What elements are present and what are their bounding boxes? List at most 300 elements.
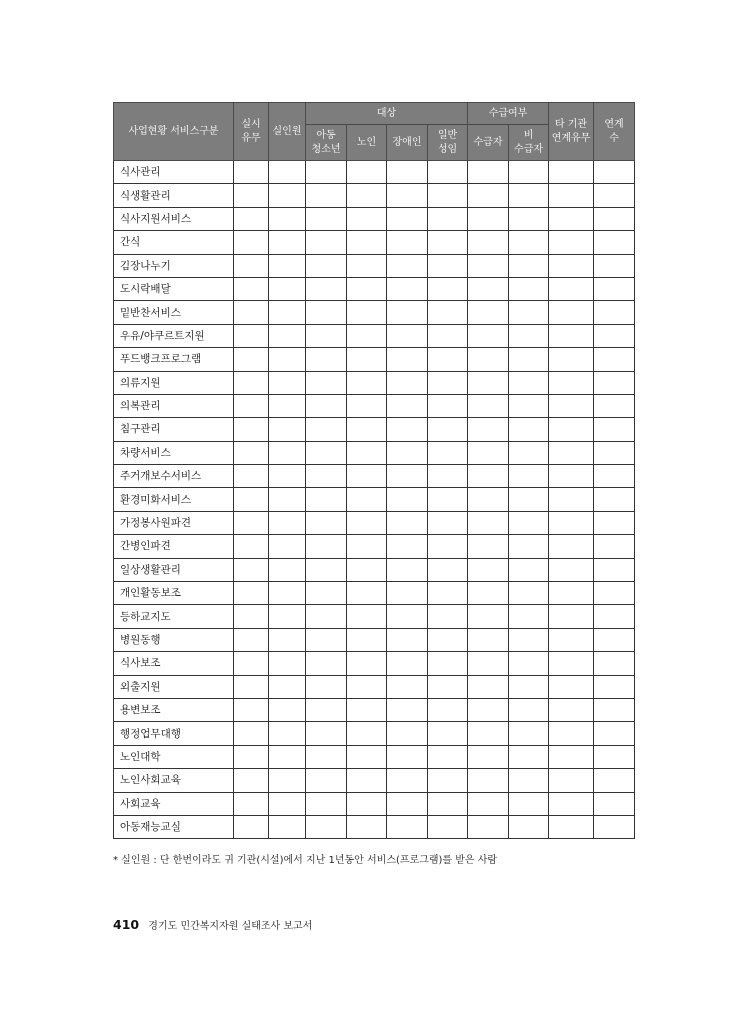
answer-cell[interactable] [387, 815, 428, 838]
answer-cell[interactable] [387, 535, 428, 558]
answer-cell[interactable] [306, 675, 347, 698]
answer-cell[interactable] [594, 301, 635, 324]
answer-cell[interactable] [306, 348, 347, 371]
answer-cell[interactable] [468, 722, 509, 745]
answer-cell[interactable] [549, 394, 594, 417]
answer-cell[interactable] [306, 815, 347, 838]
answer-cell[interactable] [234, 582, 269, 605]
answer-cell[interactable] [269, 558, 306, 581]
answer-cell[interactable] [234, 324, 269, 347]
answer-cell[interactable] [306, 184, 347, 207]
answer-cell[interactable] [549, 441, 594, 464]
answer-cell[interactable] [269, 371, 306, 394]
answer-cell[interactable] [234, 394, 269, 417]
answer-cell[interactable] [269, 277, 306, 300]
answer-cell[interactable] [234, 769, 269, 792]
answer-cell[interactable] [269, 488, 306, 511]
answer-cell[interactable] [347, 488, 387, 511]
answer-cell[interactable] [347, 394, 387, 417]
answer-cell[interactable] [549, 465, 594, 488]
answer-cell[interactable] [234, 745, 269, 768]
answer-cell[interactable] [347, 254, 387, 277]
answer-cell[interactable] [306, 535, 347, 558]
answer-cell[interactable] [234, 254, 269, 277]
answer-cell[interactable] [387, 605, 428, 628]
answer-cell[interactable] [387, 698, 428, 721]
answer-cell[interactable] [347, 465, 387, 488]
answer-cell[interactable] [347, 652, 387, 675]
answer-cell[interactable] [428, 698, 468, 721]
answer-cell[interactable] [594, 254, 635, 277]
answer-cell[interactable] [549, 722, 594, 745]
answer-cell[interactable] [428, 722, 468, 745]
answer-cell[interactable] [306, 769, 347, 792]
answer-cell[interactable] [234, 652, 269, 675]
answer-cell[interactable] [549, 535, 594, 558]
answer-cell[interactable] [428, 418, 468, 441]
answer-cell[interactable] [269, 184, 306, 207]
answer-cell[interactable] [594, 394, 635, 417]
answer-cell[interactable] [387, 418, 428, 441]
answer-cell[interactable] [387, 792, 428, 815]
answer-cell[interactable] [594, 769, 635, 792]
answer-cell[interactable] [387, 628, 428, 651]
answer-cell[interactable] [509, 161, 549, 184]
answer-cell[interactable] [347, 348, 387, 371]
answer-cell[interactable] [387, 394, 428, 417]
table-row [114, 184, 635, 207]
answer-cell[interactable] [549, 277, 594, 300]
answer-cell[interactable] [387, 161, 428, 184]
answer-cell[interactable] [306, 161, 347, 184]
answer-cell[interactable] [347, 628, 387, 651]
answer-cell[interactable] [468, 511, 509, 534]
answer-cell[interactable] [387, 488, 428, 511]
answer-cell[interactable] [509, 628, 549, 651]
answer-cell[interactable] [306, 652, 347, 675]
answer-cell[interactable] [306, 371, 347, 394]
answer-cell[interactable] [594, 722, 635, 745]
answer-cell[interactable] [468, 605, 509, 628]
answer-cell[interactable] [509, 558, 549, 581]
table-row [114, 511, 635, 534]
answer-cell[interactable] [428, 465, 468, 488]
answer-cell[interactable] [347, 161, 387, 184]
answer-cell[interactable] [549, 582, 594, 605]
answer-cell[interactable] [594, 441, 635, 464]
answer-cell[interactable] [509, 488, 549, 511]
answer-cell[interactable] [549, 511, 594, 534]
service-name-cell: 아동재능교실 [114, 815, 234, 838]
answer-cell[interactable] [428, 324, 468, 347]
answer-cell[interactable] [306, 558, 347, 581]
answer-cell[interactable] [428, 488, 468, 511]
answer-cell[interactable] [594, 698, 635, 721]
answer-cell[interactable] [549, 231, 594, 254]
answer-cell[interactable] [594, 277, 635, 300]
answer-cell[interactable] [269, 324, 306, 347]
answer-cell[interactable] [509, 301, 549, 324]
answer-cell[interactable] [234, 792, 269, 815]
answer-cell[interactable] [594, 745, 635, 768]
answer-cell[interactable] [306, 301, 347, 324]
answer-cell[interactable] [468, 815, 509, 838]
answer-cell[interactable] [387, 511, 428, 534]
answer-cell[interactable] [234, 722, 269, 745]
answer-cell[interactable] [509, 184, 549, 207]
answer-cell[interactable] [509, 675, 549, 698]
answer-cell[interactable] [549, 745, 594, 768]
answer-cell[interactable] [428, 769, 468, 792]
answer-cell[interactable] [347, 535, 387, 558]
answer-cell[interactable] [468, 535, 509, 558]
answer-cell[interactable] [387, 277, 428, 300]
answer-cell[interactable] [549, 815, 594, 838]
answer-cell[interactable] [549, 348, 594, 371]
answer-cell[interactable] [468, 465, 509, 488]
answer-cell[interactable] [269, 418, 306, 441]
answer-cell[interactable] [428, 231, 468, 254]
answer-cell[interactable] [594, 558, 635, 581]
answer-cell[interactable] [549, 769, 594, 792]
answer-cell[interactable] [468, 324, 509, 347]
answer-cell[interactable] [306, 324, 347, 347]
answer-cell[interactable] [428, 254, 468, 277]
answer-cell[interactable] [347, 769, 387, 792]
answer-cell[interactable] [347, 207, 387, 230]
answer-cell[interactable] [234, 815, 269, 838]
answer-cell[interactable] [594, 371, 635, 394]
answer-cell[interactable] [234, 511, 269, 534]
answer-cell[interactable] [549, 418, 594, 441]
answer-cell[interactable] [387, 254, 428, 277]
answer-cell[interactable] [269, 231, 306, 254]
answer-cell[interactable] [509, 465, 549, 488]
answer-cell[interactable] [549, 488, 594, 511]
answer-cell[interactable] [468, 371, 509, 394]
answer-cell[interactable] [387, 582, 428, 605]
answer-cell[interactable] [509, 231, 549, 254]
answer-cell[interactable] [509, 207, 549, 230]
answer-cell[interactable] [234, 465, 269, 488]
answer-cell[interactable] [387, 301, 428, 324]
answer-cell[interactable] [347, 301, 387, 324]
answer-cell[interactable] [269, 348, 306, 371]
answer-cell[interactable] [509, 418, 549, 441]
answer-cell[interactable] [549, 628, 594, 651]
answer-cell[interactable] [347, 582, 387, 605]
answer-cell[interactable] [428, 652, 468, 675]
answer-cell[interactable] [468, 441, 509, 464]
service-name-cell: 간병인파견 [114, 535, 234, 558]
answer-cell[interactable] [549, 207, 594, 230]
answer-cell[interactable] [234, 161, 269, 184]
answer-cell[interactable] [468, 207, 509, 230]
answer-cell[interactable] [509, 815, 549, 838]
answer-cell[interactable] [269, 394, 306, 417]
answer-cell[interactable] [269, 698, 306, 721]
answer-cell[interactable] [549, 698, 594, 721]
answer-cell[interactable] [269, 535, 306, 558]
answer-cell[interactable] [594, 348, 635, 371]
service-name-cell: 일상생활관리 [114, 558, 234, 581]
answer-cell[interactable] [509, 535, 549, 558]
answer-cell[interactable] [234, 698, 269, 721]
answer-cell[interactable] [549, 161, 594, 184]
answer-cell[interactable] [234, 628, 269, 651]
answer-cell[interactable] [509, 277, 549, 300]
answer-cell[interactable] [347, 675, 387, 698]
answer-cell[interactable] [509, 441, 549, 464]
answer-cell[interactable] [594, 161, 635, 184]
answer-cell[interactable] [234, 231, 269, 254]
answer-cell[interactable] [468, 488, 509, 511]
answer-cell[interactable] [306, 582, 347, 605]
answer-cell[interactable] [387, 324, 428, 347]
answer-cell[interactable] [509, 769, 549, 792]
answer-cell[interactable] [347, 511, 387, 534]
answer-cell[interactable] [387, 558, 428, 581]
answer-cell[interactable] [269, 605, 306, 628]
answer-cell[interactable] [306, 511, 347, 534]
answer-cell[interactable] [234, 301, 269, 324]
answer-cell[interactable] [468, 745, 509, 768]
answer-cell[interactable] [468, 698, 509, 721]
header-non-recipient-line1: 비 [523, 129, 534, 141]
answer-cell[interactable] [428, 535, 468, 558]
answer-cell[interactable] [468, 558, 509, 581]
answer-cell[interactable] [269, 207, 306, 230]
answer-cell[interactable] [387, 652, 428, 675]
answer-cell[interactable] [428, 277, 468, 300]
answer-cell[interactable] [468, 792, 509, 815]
answer-cell[interactable] [509, 254, 549, 277]
answer-cell[interactable] [468, 652, 509, 675]
answer-cell[interactable] [468, 418, 509, 441]
answer-cell[interactable] [347, 558, 387, 581]
answer-cell[interactable] [468, 277, 509, 300]
answer-cell[interactable] [387, 348, 428, 371]
answer-cell[interactable] [234, 441, 269, 464]
answer-cell[interactable] [428, 301, 468, 324]
answer-cell[interactable] [387, 231, 428, 254]
answer-cell[interactable] [347, 371, 387, 394]
answer-cell[interactable] [306, 488, 347, 511]
answer-cell[interactable] [509, 722, 549, 745]
answer-cell[interactable] [387, 371, 428, 394]
table-body [114, 161, 635, 839]
answer-cell[interactable] [428, 161, 468, 184]
answer-cell[interactable] [509, 792, 549, 815]
answer-cell[interactable] [549, 371, 594, 394]
answer-cell[interactable] [269, 582, 306, 605]
answer-cell[interactable] [509, 348, 549, 371]
answer-cell[interactable] [594, 582, 635, 605]
answer-cell[interactable] [468, 301, 509, 324]
answer-cell[interactable] [594, 605, 635, 628]
answer-cell[interactable] [306, 231, 347, 254]
answer-cell[interactable] [234, 207, 269, 230]
answer-cell[interactable] [594, 231, 635, 254]
answer-cell[interactable] [549, 792, 594, 815]
answer-cell[interactable] [594, 511, 635, 534]
answer-cell[interactable] [549, 675, 594, 698]
answer-cell[interactable] [234, 605, 269, 628]
answer-cell[interactable] [594, 418, 635, 441]
answer-cell[interactable] [234, 418, 269, 441]
answer-cell[interactable] [468, 769, 509, 792]
answer-cell[interactable] [549, 301, 594, 324]
answer-cell[interactable] [468, 184, 509, 207]
answer-cell[interactable] [347, 792, 387, 815]
answer-cell[interactable] [509, 511, 549, 534]
answer-cell[interactable] [509, 745, 549, 768]
answer-cell[interactable] [347, 231, 387, 254]
answer-cell[interactable] [269, 675, 306, 698]
answer-cell[interactable] [509, 324, 549, 347]
answer-cell[interactable] [549, 184, 594, 207]
answer-cell[interactable] [306, 207, 347, 230]
answer-cell[interactable] [468, 231, 509, 254]
answer-cell[interactable] [594, 184, 635, 207]
answer-cell[interactable] [594, 628, 635, 651]
answer-cell[interactable] [468, 161, 509, 184]
answer-cell[interactable] [509, 698, 549, 721]
answer-cell[interactable] [509, 605, 549, 628]
answer-cell[interactable] [428, 207, 468, 230]
answer-cell[interactable] [387, 441, 428, 464]
answer-cell[interactable] [347, 722, 387, 745]
answer-cell[interactable] [387, 769, 428, 792]
answer-cell[interactable] [234, 558, 269, 581]
answer-cell[interactable] [269, 792, 306, 815]
answer-cell[interactable] [428, 628, 468, 651]
answer-cell[interactable] [594, 207, 635, 230]
answer-cell[interactable] [594, 815, 635, 838]
answer-cell[interactable] [428, 605, 468, 628]
answer-cell[interactable] [269, 745, 306, 768]
answer-cell[interactable] [306, 745, 347, 768]
answer-cell[interactable] [594, 488, 635, 511]
answer-cell[interactable] [387, 745, 428, 768]
answer-cell[interactable] [306, 722, 347, 745]
answer-cell[interactable] [509, 394, 549, 417]
answer-cell[interactable] [234, 488, 269, 511]
answer-cell[interactable] [428, 441, 468, 464]
answer-cell[interactable] [428, 511, 468, 534]
answer-cell[interactable] [347, 745, 387, 768]
answer-cell[interactable] [549, 324, 594, 347]
answer-cell[interactable] [234, 184, 269, 207]
answer-cell[interactable] [594, 675, 635, 698]
answer-cell[interactable] [269, 628, 306, 651]
answer-cell[interactable] [468, 348, 509, 371]
answer-cell[interactable] [428, 792, 468, 815]
answer-cell[interactable] [234, 277, 269, 300]
answer-cell[interactable] [428, 815, 468, 838]
answer-cell[interactable] [549, 558, 594, 581]
answer-cell[interactable] [306, 441, 347, 464]
answer-cell[interactable] [347, 184, 387, 207]
answer-cell[interactable] [428, 394, 468, 417]
answer-cell[interactable] [306, 394, 347, 417]
answer-cell[interactable] [306, 277, 347, 300]
answer-cell[interactable] [347, 815, 387, 838]
header-benefit-group: 수급여부 [468, 103, 549, 125]
answer-cell[interactable] [347, 605, 387, 628]
answer-cell[interactable] [549, 652, 594, 675]
answer-cell[interactable] [306, 465, 347, 488]
answer-cell[interactable] [269, 652, 306, 675]
answer-cell[interactable] [428, 745, 468, 768]
answer-cell[interactable] [468, 394, 509, 417]
answer-cell[interactable] [594, 652, 635, 675]
answer-cell[interactable] [387, 675, 428, 698]
answer-cell[interactable] [594, 792, 635, 815]
answer-cell[interactable] [306, 418, 347, 441]
answer-cell[interactable] [428, 184, 468, 207]
answer-cell[interactable] [428, 582, 468, 605]
answer-cell[interactable] [387, 465, 428, 488]
answer-cell[interactable] [387, 722, 428, 745]
answer-cell[interactable] [347, 698, 387, 721]
answer-cell[interactable] [306, 792, 347, 815]
answer-cell[interactable] [428, 348, 468, 371]
answer-cell[interactable] [234, 371, 269, 394]
answer-cell[interactable] [269, 511, 306, 534]
answer-cell[interactable] [234, 348, 269, 371]
answer-cell[interactable] [306, 698, 347, 721]
answer-cell[interactable] [234, 535, 269, 558]
answer-cell[interactable] [428, 558, 468, 581]
answer-cell[interactable] [269, 301, 306, 324]
answer-cell[interactable] [468, 254, 509, 277]
answer-cell[interactable] [594, 535, 635, 558]
answer-cell[interactable] [347, 441, 387, 464]
answer-cell[interactable] [509, 371, 549, 394]
answer-cell[interactable] [509, 582, 549, 605]
answer-cell[interactable] [468, 582, 509, 605]
answer-cell[interactable] [509, 652, 549, 675]
answer-cell[interactable] [594, 324, 635, 347]
answer-cell[interactable] [468, 675, 509, 698]
header-target-general-line1: 일반 [437, 129, 458, 141]
answer-cell[interactable] [347, 277, 387, 300]
answer-cell[interactable] [549, 605, 594, 628]
answer-cell[interactable] [234, 675, 269, 698]
answer-cell[interactable] [549, 254, 594, 277]
answer-cell[interactable] [428, 371, 468, 394]
answer-cell[interactable] [347, 418, 387, 441]
answer-cell[interactable] [306, 605, 347, 628]
answer-cell[interactable] [594, 465, 635, 488]
answer-cell[interactable] [269, 769, 306, 792]
answer-cell[interactable] [387, 207, 428, 230]
service-name-cell: 차량서비스 [114, 441, 234, 464]
answer-cell[interactable] [269, 254, 306, 277]
answer-cell[interactable] [269, 161, 306, 184]
answer-cell[interactable] [428, 675, 468, 698]
answer-cell[interactable] [468, 628, 509, 651]
answer-cell[interactable] [387, 184, 428, 207]
answer-cell[interactable] [347, 324, 387, 347]
answer-cell[interactable] [269, 815, 306, 838]
answer-cell[interactable] [269, 722, 306, 745]
answer-cell[interactable] [306, 254, 347, 277]
answer-cell[interactable] [269, 465, 306, 488]
answer-cell[interactable] [269, 441, 306, 464]
answer-cell[interactable] [306, 628, 347, 651]
